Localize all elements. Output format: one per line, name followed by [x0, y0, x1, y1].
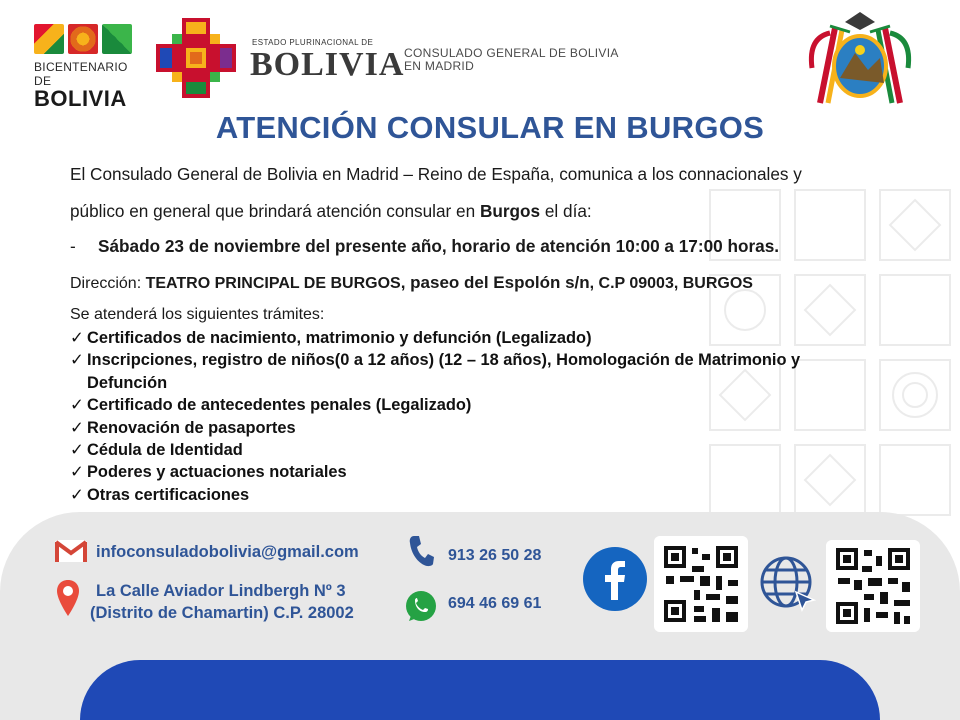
intro-line-2-post: el día: — [540, 201, 592, 221]
list-item — [70, 461, 800, 483]
list-item-text: Inscripciones, registro de niños(0 a 12 años) (12 – 18 años), Homologación de Matrimonio y — [87, 351, 801, 370]
list-item — [70, 417, 800, 439]
list-item — [70, 349, 800, 371]
coat-of-arms — [800, 8, 920, 108]
bicentenario-symbols — [34, 24, 144, 54]
facebook-qr-code[interactable] — [654, 536, 748, 632]
indent-spacer — [70, 372, 87, 394]
address-line-1: La Calle Aviador Lindbergh Nº 3 — [96, 582, 346, 600]
list-item-text: Otras certificaciones — [87, 485, 250, 504]
intro-line-2-pre: público en general que brindará atención consular en — [70, 201, 480, 221]
footer-blue-wave — [80, 660, 880, 720]
website-qr-code[interactable] — [826, 540, 920, 632]
list-item-text: Defunción — [87, 373, 168, 392]
list-item-text: Poderes y actuaciones notariales — [87, 463, 347, 482]
address-label: Dirección: — [70, 275, 146, 292]
estado-small-text: ESTADO PLURINACIONAL DE — [252, 38, 374, 47]
consulado-line1: CONSULADO GENERAL DE BOLIVIA — [404, 46, 619, 60]
check-icon: ✓ — [70, 329, 84, 347]
address-line — [70, 273, 753, 293]
check-icon: ✓ — [70, 351, 84, 370]
city-burgos: Burgos — [479, 201, 541, 221]
list-item-text: Renovación de pasaportes — [87, 418, 296, 437]
estado-big-text: BOLIVIA — [250, 46, 405, 83]
whatsapp-icon — [404, 590, 438, 624]
check-icon: ✓ — [70, 396, 84, 415]
address-line-2: (Distrito de Chamartin) C.P. 28002 — [90, 604, 354, 622]
estado-emblem — [152, 14, 240, 102]
schedule-line — [70, 236, 779, 257]
list-item — [70, 439, 800, 461]
list-item-text: Certificado de antecedentes penales (Legalizado) — [87, 396, 472, 415]
list-item-text: Certificados de nacimiento, matrimonio y defunción (Legalizado) — [87, 329, 592, 347]
check-icon: ✓ — [70, 485, 84, 504]
schedule-text: Sábado 23 de noviembre del presente año, horario de atención 10:00 a 17:00 horas. — [98, 236, 780, 256]
page-title: ATENCIÓN CONSULAR EN BURGOS — [215, 110, 765, 145]
list-item-continuation — [70, 372, 800, 394]
address-postal: , C.P 09003, BURGOS — [589, 275, 753, 292]
consulado-logo-text — [404, 47, 619, 73]
consulado-line2: EN MADRID — [404, 59, 475, 73]
bullet-dash: - — [70, 236, 76, 256]
phone-icon — [408, 534, 434, 568]
web-globe-icon[interactable] — [758, 554, 818, 614]
procedures-list — [70, 327, 800, 506]
check-icon: ✓ — [70, 441, 84, 460]
location-pin-icon — [56, 578, 80, 618]
list-item — [70, 327, 800, 349]
bicentenario-logo — [34, 24, 144, 110]
facebook-icon[interactable] — [582, 546, 648, 612]
check-icon: ✓ — [70, 418, 84, 437]
address-venue: TEATRO PRINCIPAL DE BURGOS — [145, 275, 401, 292]
whatsapp-number[interactable]: 694 46 69 61 — [448, 595, 542, 612]
bicentenario-line1: BICENTENARIO DE — [34, 60, 128, 88]
estado-plurinacional-logo — [152, 14, 405, 102]
email-link[interactable]: infoconsuladobolivia@gmail.com — [96, 543, 359, 561]
gmail-icon — [54, 538, 88, 564]
intro-line-2 — [70, 201, 592, 222]
intro-line-1: El Consulado General de Bolivia en Madrid – Reino de España, comunica a los connacionales y — [70, 164, 802, 184]
address-street: , paseo del Espolón s/n — [400, 273, 590, 292]
list-item — [70, 484, 800, 506]
phone-number[interactable]: 913 26 50 28 — [448, 547, 542, 564]
procedures-heading: Se atenderá los siguientes trámites: — [70, 306, 325, 323]
bicentenario-line2: BOLIVIA — [34, 86, 127, 111]
list-item — [70, 394, 800, 416]
check-icon: ✓ — [70, 463, 84, 482]
list-item-text: Cédula de Identidad — [87, 441, 243, 460]
